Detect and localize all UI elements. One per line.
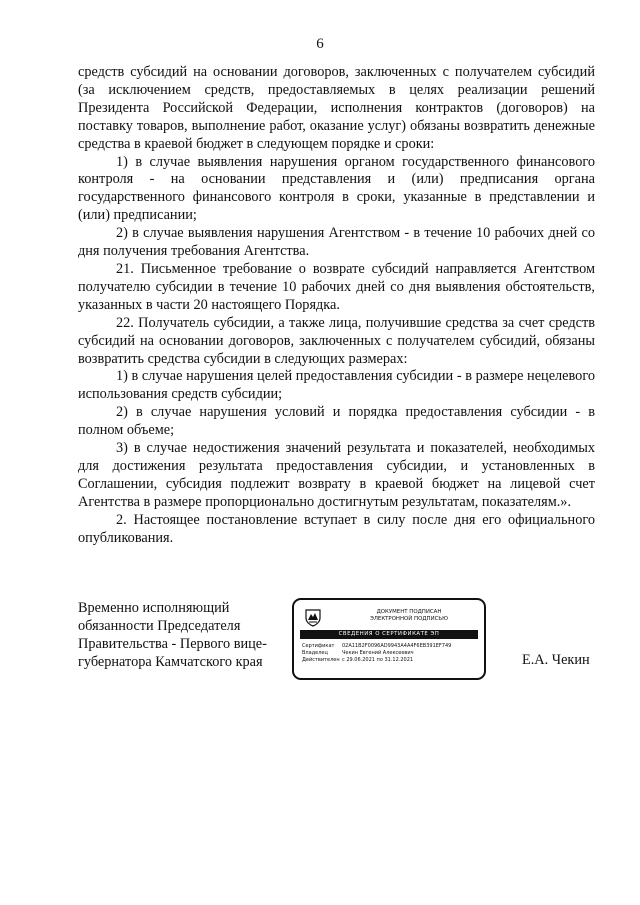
stamp-certificate-details	[302, 643, 451, 663]
paragraph-clause-21: 21. Письменное требование о возврате субсидий направляется Агентством получателю субсидии в течение 10 рабочих дней со дня выявления обстоятельств, указанных в части 20 настоящего Порядка.	[78, 260, 595, 313]
stamp-row-owner	[302, 650, 451, 657]
paragraph-clause-22-item-3: 3) в случае недостижения значений результата и показателей, необходимых для достижения результата предоставления субсидии, и установленных в Соглашении, субсидия подлежит возврату в краевой бюджет на лицевой счет Агентства в размере пропорционально достигнутым результатам, показателям.».	[78, 440, 595, 510]
stamp-row-label: Владелец	[302, 649, 328, 656]
paragraph-item-2: 2) в случае выявления нарушения Агентством - в течение 10 рабочих дней со дня получения требования Агентства.	[78, 225, 595, 260]
stamp-row-value: с 29.06.2021 по 31.12.2021	[342, 656, 414, 663]
paragraph-continuation: средств субсидий на основании договоров, заключенных с получателем субсидий (за исключением средств, предоставляемых в целях реализации решений Президента Российской Федерации, исполнения контрактов (договоров) на поставку товаров, выполнение работ, оказание услуг) обязаны возвратить денежные средства в краевой бюджет в следующем порядке и сроки:	[78, 64, 595, 152]
electronic-signature-stamp	[292, 598, 486, 680]
page-number: 6	[316, 36, 324, 52]
stamp-title	[334, 609, 484, 623]
stamp-row-label: Действителен	[302, 656, 340, 663]
stamp-row-value: Чекин Евгений Алексеевич	[342, 649, 414, 656]
stamp-row-value: 02A11B2F0096AD9943A4A4F6EB391EF749	[342, 643, 452, 649]
stamp-row-certificate	[302, 643, 451, 650]
stamp-title-line: ЭЛЕКТРОННОЙ ПОДПИСЬЮ	[370, 616, 448, 622]
stamp-row-validity	[302, 657, 451, 664]
paragraph-item-1: 1) в случае выявления нарушения органом государственного финансового контроля - на основании представления и (или) предписания органа государственного финансового контроля в сроки, указанные в представлении и (или) предписании;	[78, 153, 595, 224]
paragraph-clause-22-item-2: 2) в случае нарушения условий и порядка предоставления субсидии - в полном объеме;	[78, 404, 595, 439]
stamp-certificate-band: СВЕДЕНИЯ О СЕРТИФИКАТЕ ЭП	[300, 630, 478, 639]
signer-name: Е.А. Чекин	[522, 652, 590, 668]
stamp-row-label: Сертификат	[302, 643, 335, 649]
paragraph-clause-22: 22. Получатель субсидии, а также лица, получившие средства за счет средств субсидий на основании договоров, заключенных с получателем субсидий, обязаны возвратить средства субсидии в следующих размерах:	[78, 314, 595, 367]
signer-position-line: губернатора Камчатского края	[78, 654, 263, 670]
signer-position-line: Правительства - Первого вице-	[78, 636, 267, 652]
paragraph-effective-date: 2. Настоящее постановление вступает в силу после дня его официального опубликования.	[78, 511, 595, 546]
signer-position	[78, 599, 267, 671]
signer-position-line: Временно исполняющий	[78, 600, 230, 616]
stamp-header	[294, 605, 484, 627]
document-body	[78, 64, 595, 547]
coat-of-arms-icon	[304, 608, 322, 627]
stamp-title-line: ДОКУМЕНТ ПОДПИСАН	[376, 609, 442, 615]
paragraph-clause-22-item-1: 1) в случае нарушения целей предоставления субсидии - в размере нецелевого использования средств субсидии;	[78, 368, 595, 403]
signer-position-line: обязанности Председателя	[78, 618, 241, 634]
